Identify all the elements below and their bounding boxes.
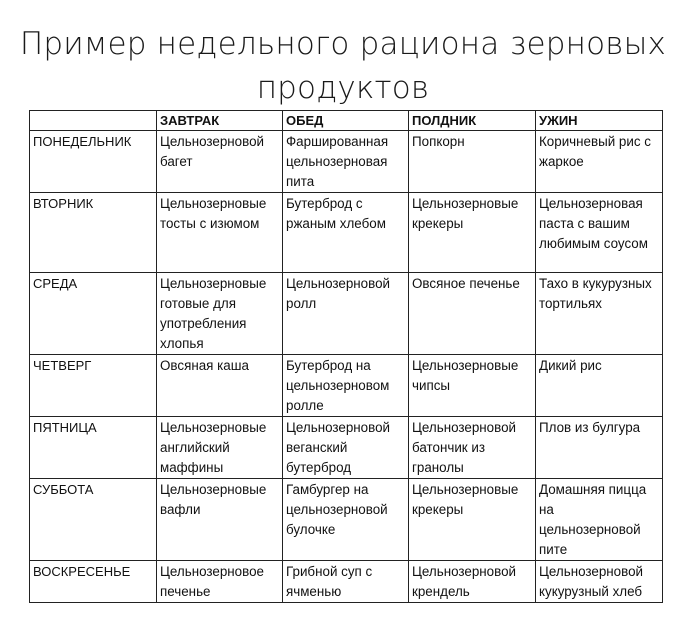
dinner-cell: Коричневый рис с жаркое bbox=[536, 131, 663, 193]
table-row bbox=[30, 131, 663, 193]
table-row bbox=[30, 193, 663, 273]
breakfast-cell: Овсяная каша bbox=[157, 355, 283, 417]
snack-cell: Цельнозерновые крекеры bbox=[409, 193, 536, 273]
lunch-cell: Бутерброд на цельнозерновом ролле bbox=[283, 355, 409, 417]
header-corner bbox=[30, 111, 157, 131]
table-row bbox=[30, 273, 663, 355]
day-cell: СУББОТА bbox=[30, 479, 157, 561]
table-row bbox=[30, 355, 663, 417]
table-row bbox=[30, 417, 663, 479]
page-title bbox=[0, 22, 686, 110]
lunch-cell: Фаршированная цельнозерновая пита bbox=[283, 131, 409, 193]
meal-plan-table bbox=[29, 110, 663, 603]
day-cell: ВОСКРЕСЕНЬЕ bbox=[30, 561, 157, 603]
dinner-cell: Цельнозерновой кукурузный хлеб bbox=[536, 561, 663, 603]
snack-cell: Овсяное печенье bbox=[409, 273, 536, 355]
lunch-cell: Цельнозерновой веганский бутерброд bbox=[283, 417, 409, 479]
breakfast-cell: Цельнозерновые тосты с изюмом bbox=[157, 193, 283, 273]
day-cell: ВТОРНИК bbox=[30, 193, 157, 273]
table-row bbox=[30, 561, 663, 603]
breakfast-cell: Цельнозерновые английский маффины bbox=[157, 417, 283, 479]
snack-cell: Цельнозерновой батончик из гранолы bbox=[409, 417, 536, 479]
dinner-cell: Дикий рис bbox=[536, 355, 663, 417]
lunch-cell: Грибной суп с ячменью bbox=[283, 561, 409, 603]
dinner-cell: Плов из булгура bbox=[536, 417, 663, 479]
breakfast-cell: Цельнозерновой багет bbox=[157, 131, 283, 193]
title-line-1: Пример недельного рациона зерновых bbox=[19, 26, 667, 62]
lunch-cell: Гамбургер на цельнозерновой булочке bbox=[283, 479, 409, 561]
lunch-cell: Бутерброд с ржаным хлебом bbox=[283, 193, 409, 273]
snack-cell: Цельнозерновые чипсы bbox=[409, 355, 536, 417]
lunch-cell: Цельнозерновой ролл bbox=[283, 273, 409, 355]
table-row bbox=[30, 479, 663, 561]
header-lunch: ОБЕД bbox=[283, 111, 409, 131]
snack-cell: Попкорн bbox=[409, 131, 536, 193]
dinner-cell: Домашняя пицца на цельнозерновой пите bbox=[536, 479, 663, 561]
header-snack: ПОЛДНИК bbox=[409, 111, 536, 131]
day-cell: ПОНЕДЕЛЬНИК bbox=[30, 131, 157, 193]
day-cell: ПЯТНИЦА bbox=[30, 417, 157, 479]
day-cell: ЧЕТВЕРГ bbox=[30, 355, 157, 417]
breakfast-cell: Цельнозерновые вафли bbox=[157, 479, 283, 561]
dinner-cell: Цельнозерновая паста с вашим любимым соусом bbox=[536, 193, 663, 273]
title-line-2: продуктов bbox=[256, 70, 430, 106]
day-cell: СРЕДА bbox=[30, 273, 157, 355]
dinner-cell: Тахо в кукурузных тортильях bbox=[536, 273, 663, 355]
snack-cell: Цельнозерновой крендель bbox=[409, 561, 536, 603]
breakfast-cell: Цельнозерновое печенье bbox=[157, 561, 283, 603]
header-dinner: УЖИН bbox=[536, 111, 663, 131]
snack-cell: Цельнозерновые крекеры bbox=[409, 479, 536, 561]
header-breakfast: ЗАВТРАК bbox=[157, 111, 283, 131]
header-row bbox=[30, 111, 663, 131]
breakfast-cell: Цельнозерновые готовые для употребления хлопья bbox=[157, 273, 283, 355]
